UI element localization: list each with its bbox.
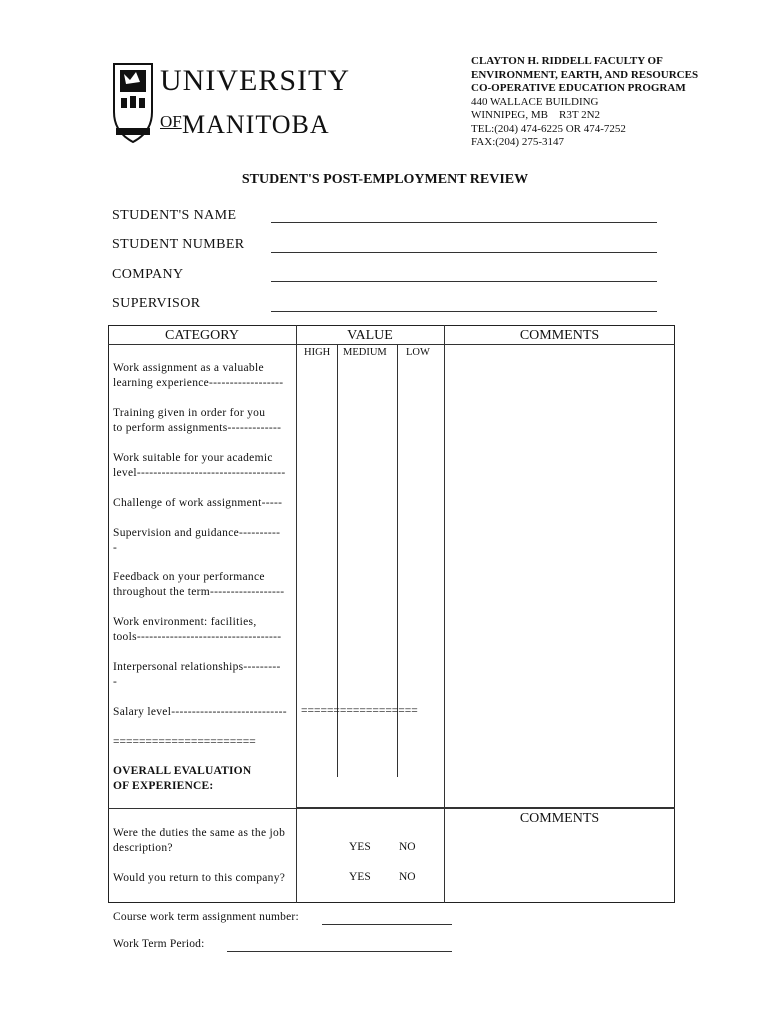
col-header-comments: COMMENTS <box>519 328 600 343</box>
overall-line: OVERALL EVALUATION <box>113 765 252 777</box>
category-line: level------------------------------------ <box>113 467 286 479</box>
category-row <box>113 526 295 556</box>
category-line: Supervision and guidance---------- <box>113 527 281 539</box>
work-term-period-label: Work Term Period: <box>113 938 205 950</box>
assignment-number-field[interactable] <box>322 924 452 925</box>
category-line: Work assignment as a valuable <box>113 362 264 374</box>
duties-no-option[interactable]: NO <box>399 841 416 853</box>
return-no-option[interactable]: NO <box>399 871 416 883</box>
assignment-number-label: Course work term assignment number: <box>113 911 299 923</box>
address-line: 440 WALLACE BUILDING <box>471 95 599 108</box>
logo-word-of: OF <box>160 112 182 131</box>
category-line: Challenge of work assignment----- <box>113 497 283 509</box>
overall-divider <box>296 807 675 809</box>
address-line: WINNIPEG, MB R3T 2N2 <box>471 109 601 121</box>
university-logo <box>110 62 156 146</box>
category-row <box>113 660 295 690</box>
category-line: Interpersonal relationships--------- <box>113 661 281 673</box>
question-line: Were the duties the same as the job <box>113 827 286 839</box>
category-line: Salary level---------------------------- <box>113 706 287 718</box>
category-line: throughout the term------------------ <box>113 586 285 598</box>
student-number-label: STUDENT NUMBER <box>112 237 245 252</box>
overall-divider-left <box>108 808 296 809</box>
category-row <box>113 570 295 600</box>
category-line: Work environment: facilities, <box>113 616 257 628</box>
student-number-field[interactable] <box>271 252 657 253</box>
category-row <box>113 705 295 720</box>
duties-yes-option[interactable]: YES <box>349 841 371 853</box>
logo-word-university: UNIVERSITY <box>160 64 350 97</box>
student-name-label: STUDENT'S NAME <box>112 208 237 223</box>
category-line: tools----------------------------------- <box>113 631 282 643</box>
category-line: learning experience------------------ <box>113 377 284 389</box>
return-yes-option[interactable]: YES <box>349 871 371 883</box>
company-field[interactable] <box>271 281 657 282</box>
question-line: description? <box>113 842 173 854</box>
supervisor-field[interactable] <box>271 311 657 312</box>
category-row <box>113 615 295 645</box>
address-line: FAX:(204) 275-3147 <box>471 136 564 148</box>
address-line: TEL:(204) 474-6225 OR 474-7252 <box>471 122 626 135</box>
sub-header-low: LOW <box>406 347 430 358</box>
faculty-address <box>471 55 698 150</box>
crest-icon <box>110 62 156 146</box>
overall-line: OF EXPERIENCE: <box>113 780 214 792</box>
logo-word-manitoba: MANITOBA <box>182 110 330 139</box>
overall-evaluation-label <box>113 764 295 794</box>
table-header-divider <box>108 344 675 345</box>
address-line: ENVIRONMENT, EARTH, AND RESOURCES <box>471 68 699 81</box>
question-duties <box>113 826 295 856</box>
category-row <box>113 496 295 511</box>
category-line: - <box>113 542 118 554</box>
company-label: COMPANY <box>112 267 184 282</box>
supervisor-label: SUPERVISOR <box>112 296 201 311</box>
sub-header-high: HIGH <box>304 347 331 358</box>
sub-header-medium: MEDIUM <box>343 347 387 358</box>
category-separator: ====================== <box>113 736 256 748</box>
category-line: Feedback on your performance <box>113 571 265 583</box>
category-line: - <box>113 676 118 688</box>
category-row <box>113 406 295 436</box>
category-line: Training given in order for you <box>113 407 266 419</box>
address-line: CO-OPERATIVE EDUCATION PROGRAM <box>471 82 686 94</box>
category-line: to perform assignments------------- <box>113 422 282 434</box>
category-line: Work suitable for your academic <box>113 452 273 464</box>
value-separator: ================== <box>301 705 418 717</box>
col-header-value: VALUE <box>347 328 393 343</box>
category-row <box>113 361 295 391</box>
work-term-period-field[interactable] <box>227 951 452 952</box>
category-row <box>113 451 295 481</box>
address-line: CLAYTON H. RIDDELL FACULTY OF <box>471 55 663 67</box>
comments-header-2: COMMENTS <box>519 811 600 826</box>
page-title: STUDENT'S POST-EMPLOYMENT REVIEW <box>241 172 529 187</box>
student-name-field[interactable] <box>271 222 657 223</box>
question-return: Would you return to this company? <box>113 872 286 884</box>
column-divider <box>296 325 297 903</box>
col-header-category: CATEGORY <box>165 328 239 343</box>
